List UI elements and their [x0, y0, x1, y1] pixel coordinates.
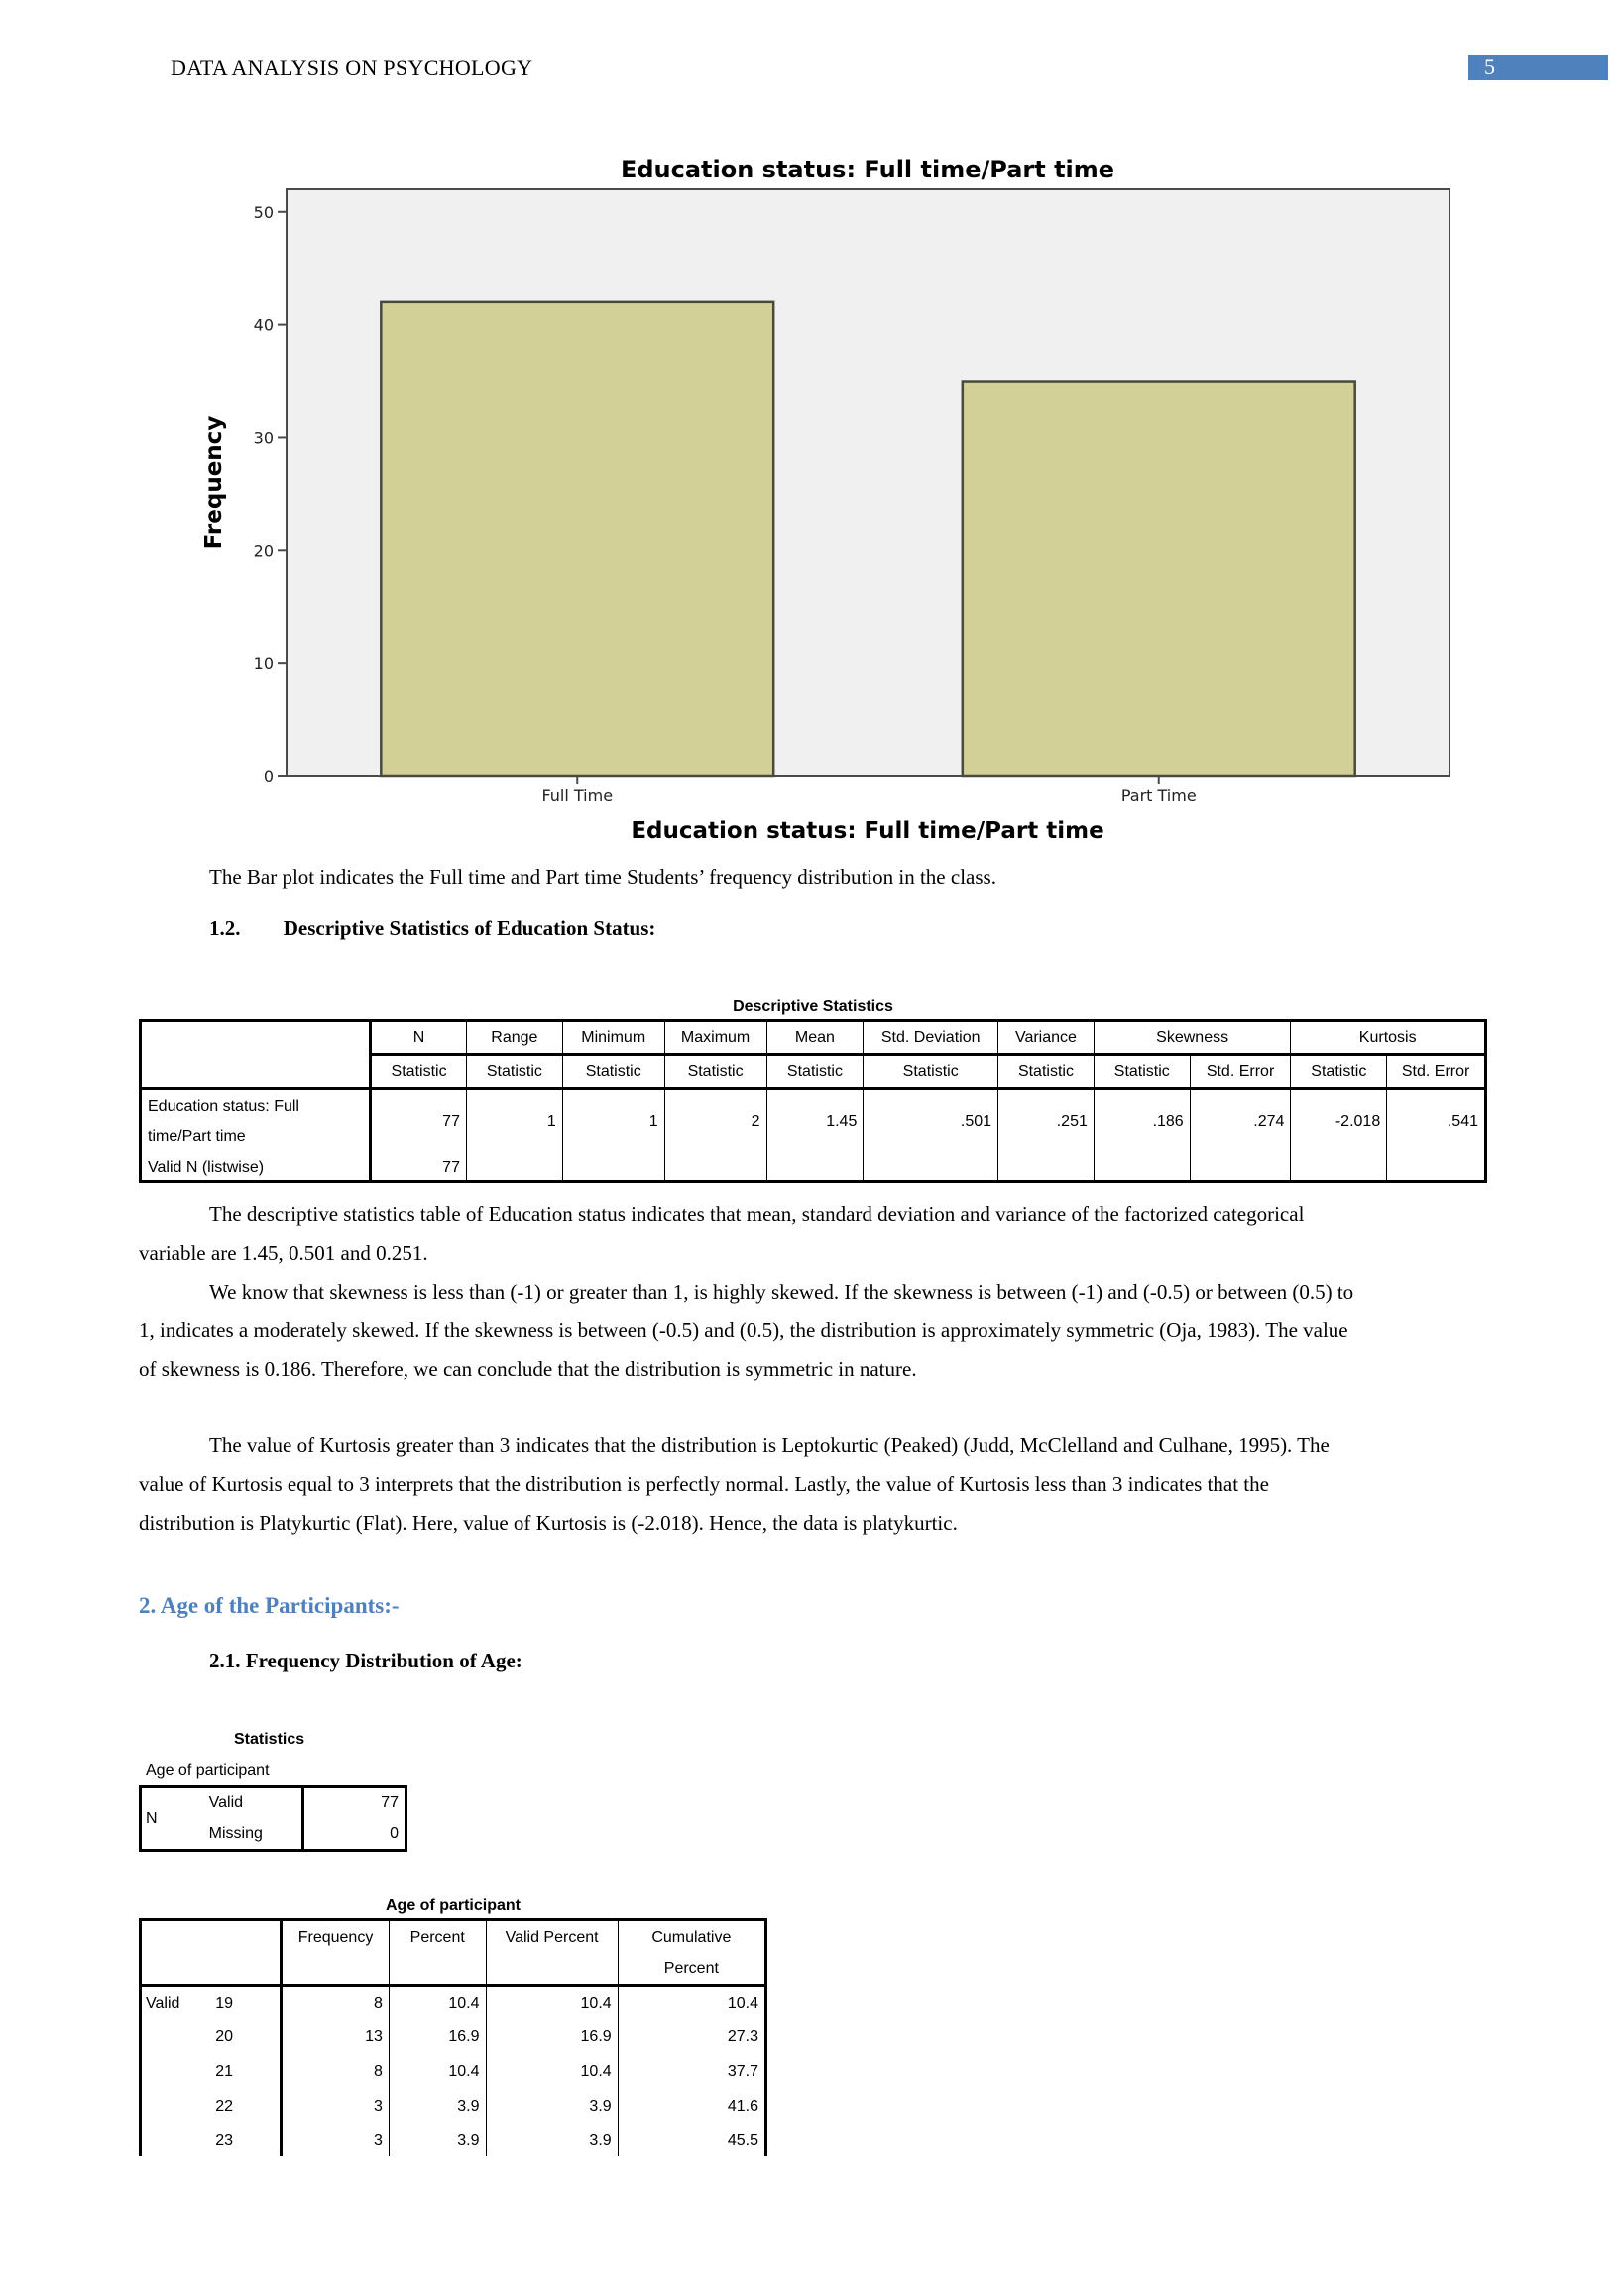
cell: 77	[381, 1794, 399, 1812]
chart-title: Education status: Full time/Part time	[620, 156, 1115, 183]
text-line: 1, indicates a moderately skewed. If the skewness is between (-0.5) and (0.5), the distribution is approximately symmetric (Oja, 1983). The value	[139, 1319, 1348, 1342]
cell: 13	[282, 2020, 390, 2055]
row-label: Valid N (listwise)	[141, 1156, 371, 1182]
table-row	[141, 1986, 766, 2020]
corner-cell	[141, 1021, 371, 1089]
row-label: 21	[209, 2055, 281, 2090]
subheader: Std. Error	[1387, 1055, 1486, 1089]
table-row	[141, 2055, 766, 2090]
desc-table-title: Descriptive Statistics	[733, 998, 893, 1015]
age-frequency-table	[139, 1918, 767, 2156]
col-header: Mean	[766, 1021, 864, 1055]
table-row	[141, 2020, 766, 2055]
text-line: The value of Kurtosis greater than 3 indicates that the distribution is Leptokurtic (Peaked) (Judd, McClelland and Culhane, 1995). The	[209, 1434, 1330, 1457]
col-header: Valid Percent	[486, 1920, 618, 1986]
col-header: Maximum	[664, 1021, 766, 1055]
text-line: The descriptive statistics table of Education status indicates that mean, standard deviation and variance of the factorized categorical	[209, 1203, 1305, 1226]
bar	[963, 382, 1355, 776]
cell	[1291, 1156, 1387, 1182]
cell: 10.4	[486, 1986, 618, 2020]
x-axis-label: Education status: Full time/Part time	[631, 818, 1104, 844]
subheader: Statistic	[766, 1055, 864, 1089]
cell: .251	[998, 1089, 1095, 1156]
cell: 1	[466, 1089, 562, 1156]
cell: 3	[282, 2124, 390, 2157]
running-header: DATA ANALYSIS ON PSYCHOLOGY	[171, 56, 533, 80]
cell	[1387, 1156, 1486, 1182]
text-line: We know that skewness is less than (-1) or greater than 1, is highly skewed. If the skewness is between (-1) and (-0.5) or between (0.5) to	[209, 1280, 1354, 1304]
paragraph-kurtosis	[139, 1427, 1487, 1543]
row-label-line: Education status: Full	[148, 1098, 299, 1116]
section-title: Descriptive Statistics of Education Status:	[283, 916, 656, 940]
col-header-line: Percent	[663, 1959, 719, 1977]
descriptive-statistics-table	[139, 1019, 1487, 1183]
cell: 41.6	[727, 2098, 758, 2115]
cell	[1094, 1156, 1190, 1182]
section-heading-1-2	[209, 916, 655, 941]
y-tick-label: 20	[253, 541, 274, 561]
col-header	[618, 1920, 765, 1986]
cell	[562, 1156, 664, 1182]
subheader: Statistic	[864, 1055, 998, 1089]
cell: .501	[864, 1089, 998, 1156]
bar-chart	[188, 149, 1467, 853]
cell: 16.9	[389, 2020, 486, 2055]
row-label: 23	[209, 2124, 281, 2157]
section-heading-2-1: 2.1. Frequency Distribution of Age:	[209, 1649, 522, 1672]
row-group-label: Valid	[146, 1994, 180, 2011]
cell	[998, 1156, 1095, 1182]
y-tick-label: 40	[253, 315, 274, 335]
col-header: Minimum	[562, 1021, 664, 1055]
cell: 3.9	[389, 2090, 486, 2124]
x-axis-ticks	[541, 776, 1196, 805]
col-header: Kurtosis	[1358, 1028, 1417, 1046]
subheader: Statistic	[371, 1055, 467, 1089]
cell: 77	[371, 1156, 467, 1182]
col-header: Skewness	[1094, 1021, 1291, 1055]
cell: 10.4	[486, 2055, 618, 2090]
table-row	[141, 1156, 1486, 1182]
col-header: Variance	[998, 1021, 1095, 1055]
table-row	[141, 2090, 766, 2124]
row-label	[141, 1089, 371, 1156]
subheader: Std. Error	[1190, 1055, 1291, 1089]
cell: .186	[1094, 1089, 1190, 1156]
y-axis-ticks	[254, 203, 287, 786]
cell	[766, 1156, 864, 1182]
page-number: 5	[1468, 55, 1608, 80]
col-header: Std. Deviation	[864, 1021, 998, 1055]
cell: 3.9	[389, 2124, 486, 2157]
y-tick-label: 50	[253, 202, 274, 222]
col-header: Frequency	[282, 1920, 390, 1986]
cell: 2	[664, 1089, 766, 1156]
cell: 8	[282, 2055, 390, 2090]
x-tick-label: Part Time	[1120, 786, 1197, 805]
row-label: 20	[209, 2020, 281, 2055]
cell: 77	[371, 1089, 467, 1156]
cell: 1	[562, 1089, 664, 1156]
bar-caption: The Bar plot indicates the Full time and Part time Students’ frequency distribution in the class.	[209, 865, 996, 889]
cell: 3.9	[486, 2124, 618, 2157]
age-table-clip	[139, 1918, 767, 2156]
cell	[1190, 1156, 1291, 1182]
table-row	[141, 1089, 1486, 1156]
cell	[466, 1156, 562, 1182]
section-heading-2: 2. Age of the Participants:-	[139, 1593, 400, 1618]
cell: 16.9	[486, 2020, 618, 2055]
x-tick-label: Full Time	[541, 786, 614, 805]
text-line: distribution is Platykurtic (Flat). Here, value of Kurtosis is (-2.018). Hence, the data is platykurtic.	[139, 1511, 958, 1535]
cell: .274	[1190, 1089, 1291, 1156]
bar	[381, 302, 773, 776]
row-label: N	[146, 1809, 158, 1827]
subheader: Statistic	[562, 1055, 664, 1089]
y-tick-label: 10	[253, 654, 274, 674]
cell	[864, 1156, 998, 1182]
text-line: of skewness is 0.186. Therefore, we can conclude that the distribution is symmetric in nature.	[139, 1357, 917, 1381]
col-header: Percent	[389, 1920, 486, 1986]
row-label: Missing	[203, 1819, 303, 1851]
cell: 1.45	[766, 1089, 864, 1156]
text-line: variable are 1.45, 0.501 and 0.251.	[139, 1241, 428, 1265]
corner-cell	[141, 1920, 282, 1986]
text-line: value of Kurtosis equal to 3 interprets that the distribution is perfectly normal. Lastly, the value of Kurtosis less than 3 indicates that the	[139, 1472, 1269, 1496]
cell: 45.5	[727, 2132, 758, 2149]
y-axis-label: Frequency	[201, 415, 227, 550]
cell: 10.4	[389, 2055, 486, 2090]
cell	[664, 1156, 766, 1182]
stats-table-subtitle: Age of participant	[146, 1762, 270, 1779]
cell: 10.4	[389, 1986, 486, 2020]
row-label: Valid	[203, 1787, 303, 1819]
cell: .541	[1447, 1113, 1478, 1131]
paragraph-descriptive	[139, 1196, 1487, 1389]
subheader: Statistic	[998, 1055, 1095, 1089]
cell: 27.3	[727, 2028, 758, 2045]
cell: 3.9	[486, 2090, 618, 2124]
statistics-table	[139, 1785, 407, 1852]
row-label: 22	[209, 2090, 281, 2124]
cell: 8	[282, 1986, 390, 2020]
col-header-line: Cumulative	[651, 1928, 732, 1946]
subheader: Statistic	[1291, 1055, 1387, 1089]
col-header: Range	[466, 1021, 562, 1055]
cell: -2.018	[1291, 1089, 1387, 1156]
cell: 10.4	[727, 1994, 758, 2011]
y-tick-label: 30	[253, 428, 274, 448]
cell: 37.7	[727, 2063, 758, 2080]
row-label-line: time/Part time	[148, 1128, 246, 1146]
table-row	[141, 2124, 766, 2157]
row-label: 19	[209, 1986, 281, 2020]
cell: 0	[390, 1824, 399, 1842]
col-header: N	[371, 1021, 467, 1055]
subheader: Statistic	[1094, 1055, 1190, 1089]
age-table-title: Age of participant	[385, 1897, 521, 1914]
cell: 3	[282, 2090, 390, 2124]
stats-table-title: Statistics	[234, 1731, 305, 1748]
y-tick-label: 0	[263, 767, 274, 786]
subheader: Statistic	[664, 1055, 766, 1089]
subheader: Statistic	[466, 1055, 562, 1089]
section-number: 1.2.	[209, 916, 241, 940]
